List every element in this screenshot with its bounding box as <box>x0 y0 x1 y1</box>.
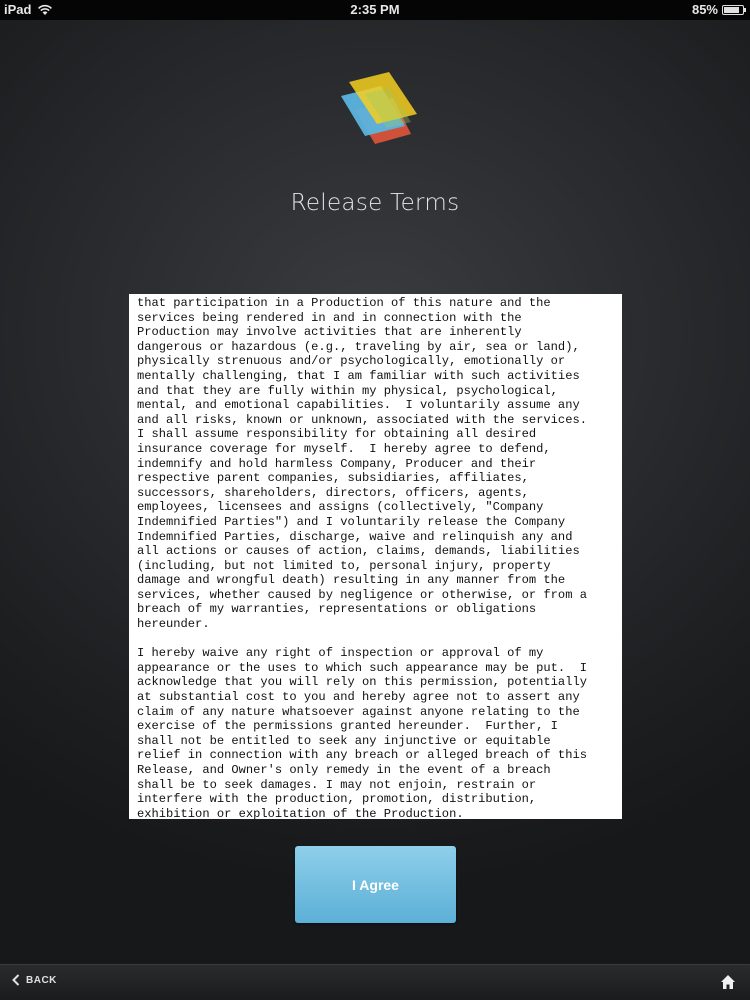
terms-scroll-area[interactable] <box>129 294 622 819</box>
status-bar <box>0 0 750 20</box>
status-time: 2:35 PM <box>350 2 400 17</box>
status-right <box>692 2 744 17</box>
chevron-left-icon <box>12 974 20 986</box>
page-title: Release Terms <box>290 190 460 216</box>
battery-percent: 85% <box>691 2 718 17</box>
back-label: BACK <box>26 974 57 986</box>
layered-cards-logo-icon <box>335 68 430 148</box>
battery-fill <box>724 7 739 13</box>
agree-button-label: I Agree <box>352 876 399 893</box>
back-button[interactable] <box>12 974 57 986</box>
agree-button[interactable] <box>295 846 456 923</box>
device-name: iPad <box>4 2 32 17</box>
home-icon[interactable] <box>720 974 736 990</box>
bottom-toolbar <box>0 964 750 1000</box>
battery-icon <box>722 5 744 15</box>
terms-text: that participation in a Production of this nature and the services being rendered in and in connection with the Production may involve activities that are inherently dangerous or hazardous (e.g., traveling by air, sea or land), physically strenuous and/or psychologically, emotionally or mentally challenging, that I am familiar with such activities and that they are fully within my physical, psychological, mental, and emotional capabilities. I voluntarily assume any and all risks, known or unknown, associated with the services. I shall assume responsibility for obtaining all desired insurance coverage for myself. I hereby agree to defend, indemnify and hold harmless Company, Producer and their respective parent companies, subsidiaries, affiliates, successors, shareholders, directors, officers, agents, employees, licensees and assigns (collectively, "Company Indemnified Parties") and I voluntarily release the Company Indemnified Parties, discharge, waive and relinquish any and all actions or causes of action, claims, demands, liabilities (including, but not limited to, personal injury, property damage and wrongful death) resulting in any manner from the services, whether caused by negligence or otherwise, or from a breach of my warranties, representations or obligations hereunder. I hereby waive any right of inspection or approval of my appearance or the uses to which such appearance may be put. I acknowledge that you will rely on this permission, potentially at substantial cost to you and hereby agree not to assert any claim of any nature whatsoever against anyone relating to the exercise of the permissions granted hereunder. Further, I shall not be entitled to seek any injunctive or equitable relief in connection with any breach or alleged breach of this Release, and Owner's only remedy in the event of a breach shall be to seek damages. I may not enjoin, restrain or interfere with the production, promotion, distribution, exhibition or exploitation of the Production. <box>137 296 587 819</box>
